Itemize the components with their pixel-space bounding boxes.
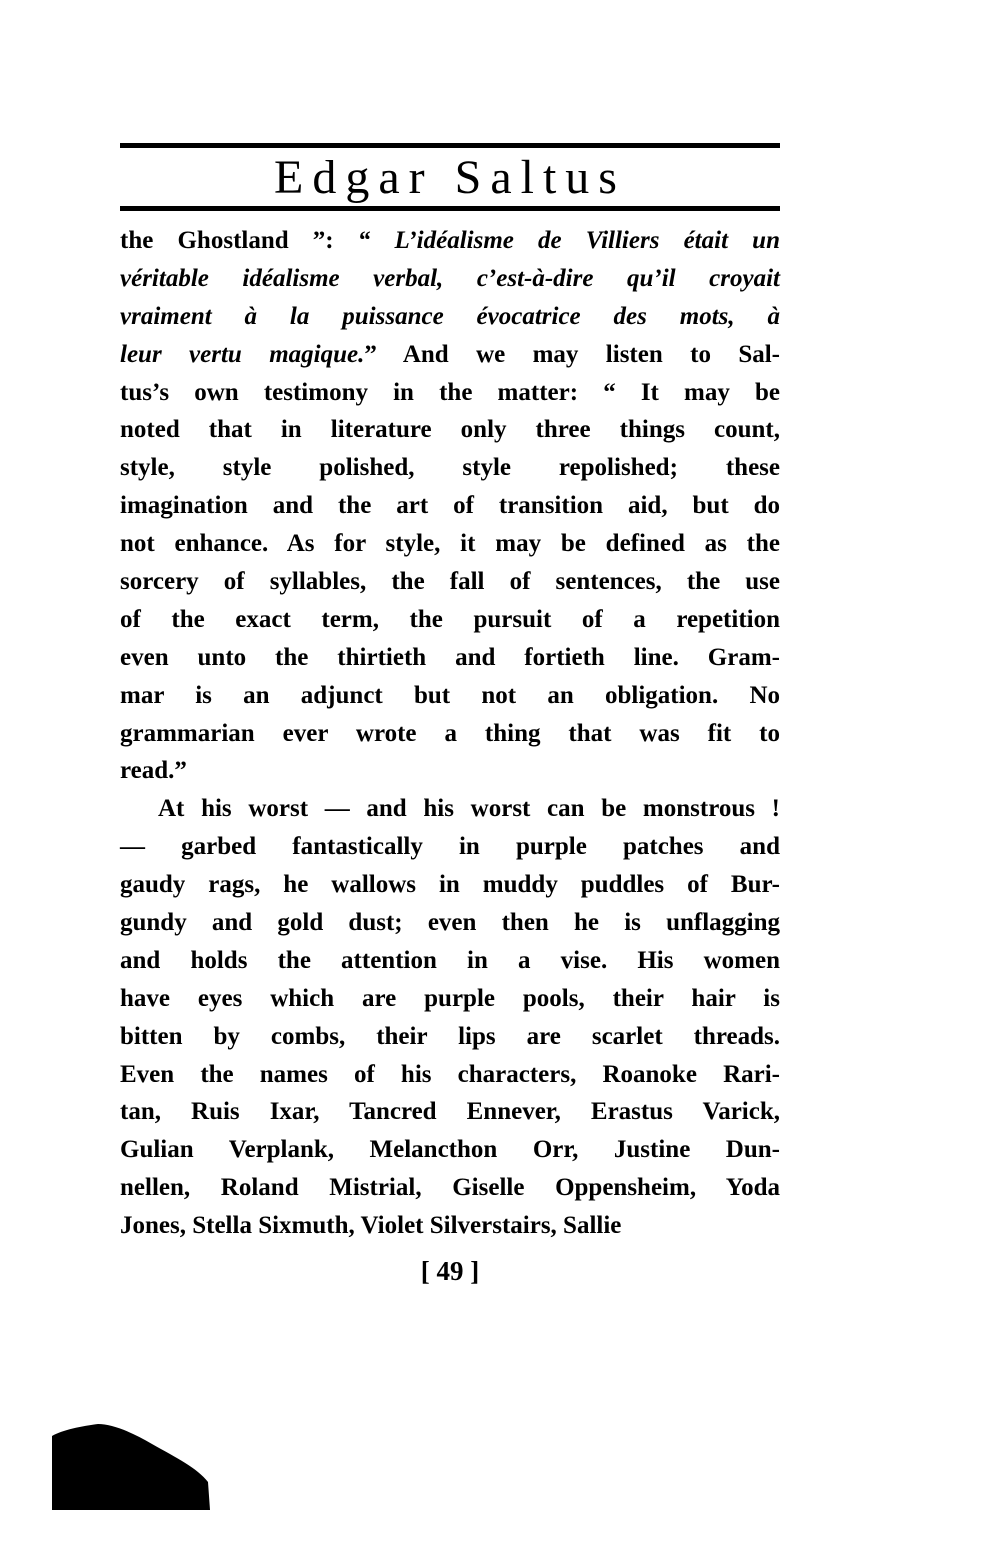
text-segment: tus’s own testimony in the matter: “ It may be [120, 378, 780, 406]
text-segment: the Ghostland ”: [120, 227, 358, 254]
text-segment: imagination and the art of transition aid, but do [120, 492, 780, 520]
text-segment: nellen, Roland Mistrial, Giselle Oppensheim, Yoda [120, 1174, 780, 1202]
text-line [120, 752, 780, 790]
text-line [120, 942, 780, 980]
body-text [120, 222, 780, 1245]
text-segment: not enhance. As for style, it may be defined as the [120, 530, 780, 558]
text-segment: sorcery of syllables, the fall of sentences, the use [120, 568, 780, 596]
scan-thumb-shadow [52, 1420, 212, 1510]
text-line [120, 904, 780, 942]
text-segment: tan, Ruis Ixar, Tancred Ennever, Erastus Varick, [120, 1098, 780, 1126]
text-segment: Gulian Verplank, Melancthon Orr, Justine Dun- [120, 1136, 780, 1164]
text-line [120, 1056, 780, 1094]
text-line [120, 639, 780, 677]
text-line [120, 1018, 780, 1056]
text-line [120, 715, 780, 753]
text-line [120, 449, 780, 487]
text-segment: read.” [120, 757, 187, 785]
text-line [120, 374, 780, 412]
text-line [120, 1169, 780, 1207]
text-segment: gundy and gold dust; even then he is unflagging [120, 909, 780, 937]
text-segment: even unto the thirtieth and fortieth line. Gram- [120, 643, 780, 671]
text-segment: have eyes which are purple pools, their hair is [120, 984, 780, 1012]
text-line [120, 601, 780, 639]
text-segment: of the exact term, the pursuit of a repetition [120, 605, 780, 633]
text-line [120, 790, 780, 828]
italic-segment: véritable idéalisme verbal, c’est-à-dire qu’il croyait [120, 264, 780, 292]
text-line [120, 1131, 780, 1169]
page-number: [ 49 ] [420, 1256, 480, 1286]
text-segment: style, style polished, style repolished; these [120, 454, 780, 482]
text-line [120, 1093, 780, 1131]
text-line [120, 525, 780, 563]
text-line [120, 411, 780, 449]
text-segment: — garbed fantastically in purple patches and [120, 833, 780, 861]
text-segment: At his worst — and his worst can be monstrous ! [158, 795, 780, 823]
running-head-title: Edgar Saltus [274, 151, 626, 204]
text-line [120, 563, 780, 601]
text-segment: mar is an adjunct but not an obligation. No [120, 681, 780, 709]
text-segment: noted that in literature only three things count, [120, 416, 780, 444]
italic-segment: “ L’idéalisme de Villiers était un [357, 227, 780, 254]
italic-segment: leur vertu magique. [120, 340, 365, 368]
italic-segment: vraiment à la puissance évocatrice des mots, à [120, 302, 780, 330]
text-segment: Even the names of his characters, Roanoke Rari- [120, 1060, 780, 1088]
text-segment: gaudy rags, he wallows in muddy puddles of Bur- [120, 871, 780, 899]
text-line [120, 298, 780, 336]
text-line [120, 677, 780, 715]
text-line [120, 1207, 780, 1245]
text-line [120, 260, 780, 298]
text-line [120, 980, 780, 1018]
text-line [120, 828, 780, 866]
text-line [120, 487, 780, 525]
text-segment: and holds the attention in a vise. His women [120, 946, 780, 974]
header-rule-top [120, 143, 780, 148]
text-segment: ” And we may listen to Sal- [364, 340, 780, 368]
text-segment: grammarian ever wrote a thing that was fit to [120, 719, 780, 747]
header-rule-bottom [120, 206, 780, 211]
text-line [120, 222, 780, 260]
text-segment: Jones, Stella Sixmuth, Violet Silverstairs, Sallie [120, 1212, 622, 1240]
text-line [120, 866, 780, 904]
text-segment: bitten by combs, their lips are scarlet threads. [120, 1022, 780, 1050]
text-line [120, 336, 780, 374]
